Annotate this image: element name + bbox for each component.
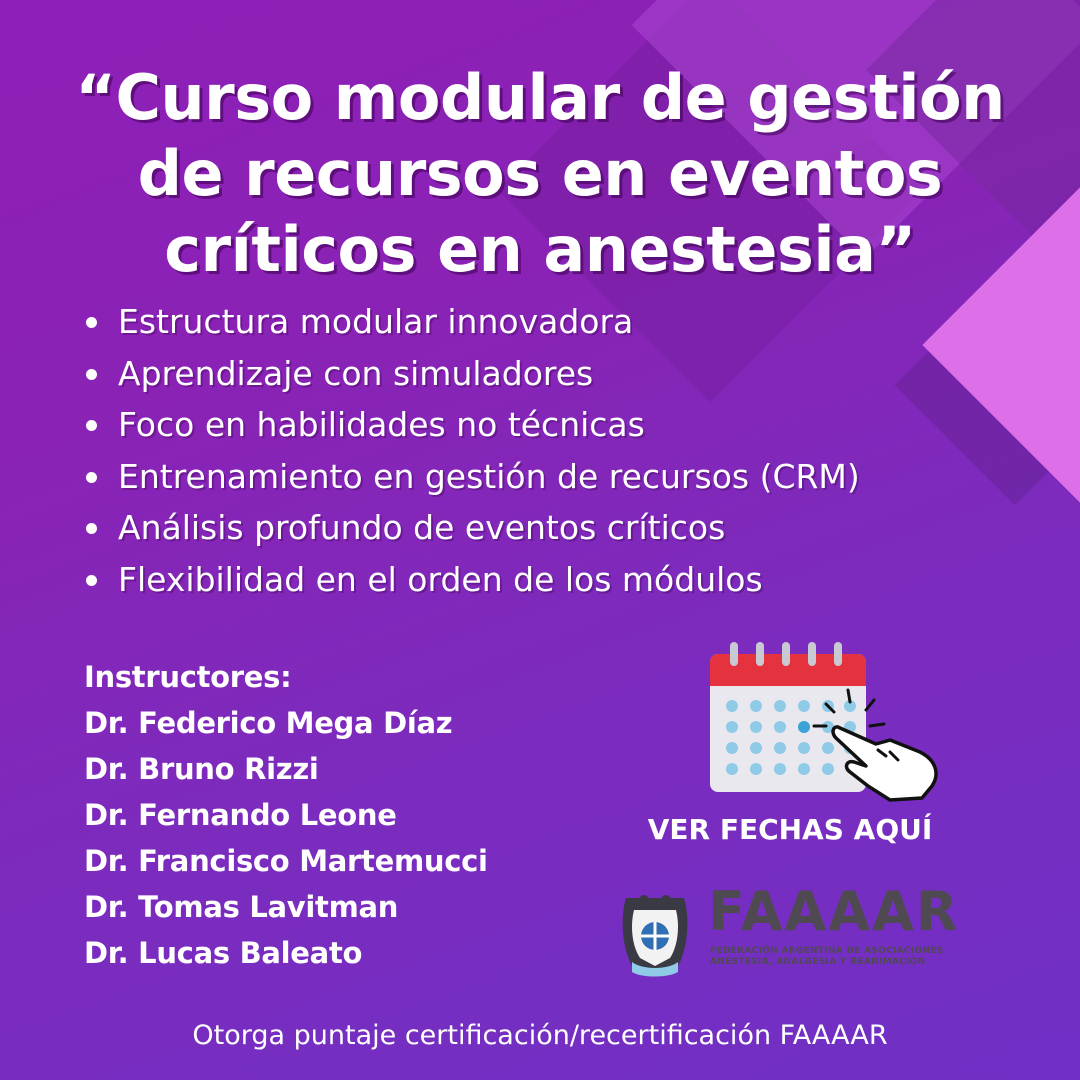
feature-list [82,296,860,605]
instructor-name: Dr. Francisco Martemucci [84,844,488,878]
see-dates-link[interactable]: VER FECHAS AQUÍ [647,813,933,846]
instructor-name: Dr. Lucas Baleato [84,936,363,970]
feature-item [82,502,860,554]
feature-item [82,296,860,348]
logo-wordmark: FAAAAR [708,880,960,943]
calendar-click-icon[interactable] [700,640,950,805]
feature-text: Flexibilidad en el orden de los módulos [118,559,763,599]
bullet-icon [86,369,97,380]
instructors-heading: Instructores: [84,660,292,694]
feature-text: Estructura modular innovadora [118,302,634,341]
feature-item [82,451,860,503]
bullet-icon [86,523,97,534]
faaaar-emblem-icon [618,888,692,978]
feature-text: Aprendizaje con simuladores [118,353,594,393]
bullet-icon [86,317,97,328]
footer-note: Otorga puntaje certificación/recertificación FAAAAR [192,1020,888,1051]
feature-text: Foco en habilidades no técnicas [118,405,645,444]
feature-item [82,348,860,400]
bullet-icon [86,575,97,586]
course-title: “Curso modular de gestión de recursos en eventos críticos en anestesia” [75,61,1005,286]
bullet-icon [86,420,97,431]
instructors-section [84,654,488,976]
faaaar-logo [618,880,970,980]
feature-item [82,554,860,606]
logo-subtitle: FEDERACIÓN ARGENTINA DE ASOCIACIONES ANESTESIA, ANALGESIA Y REANIMACIÓN [710,946,944,967]
instructor-name: Dr. Tomas Lavitman [84,890,399,924]
instructor-name: Dr. Federico Mega Díaz [84,706,453,740]
bullet-icon [86,472,97,483]
feature-text: Análisis profundo de eventos críticos [118,508,726,547]
feature-text: Entrenamiento en gestión de recursos (CRM) [118,456,860,496]
instructor-name: Dr. Fernando Leone [84,798,397,832]
instructor-name: Dr. Bruno Rizzi [84,752,319,786]
feature-item [82,399,860,451]
